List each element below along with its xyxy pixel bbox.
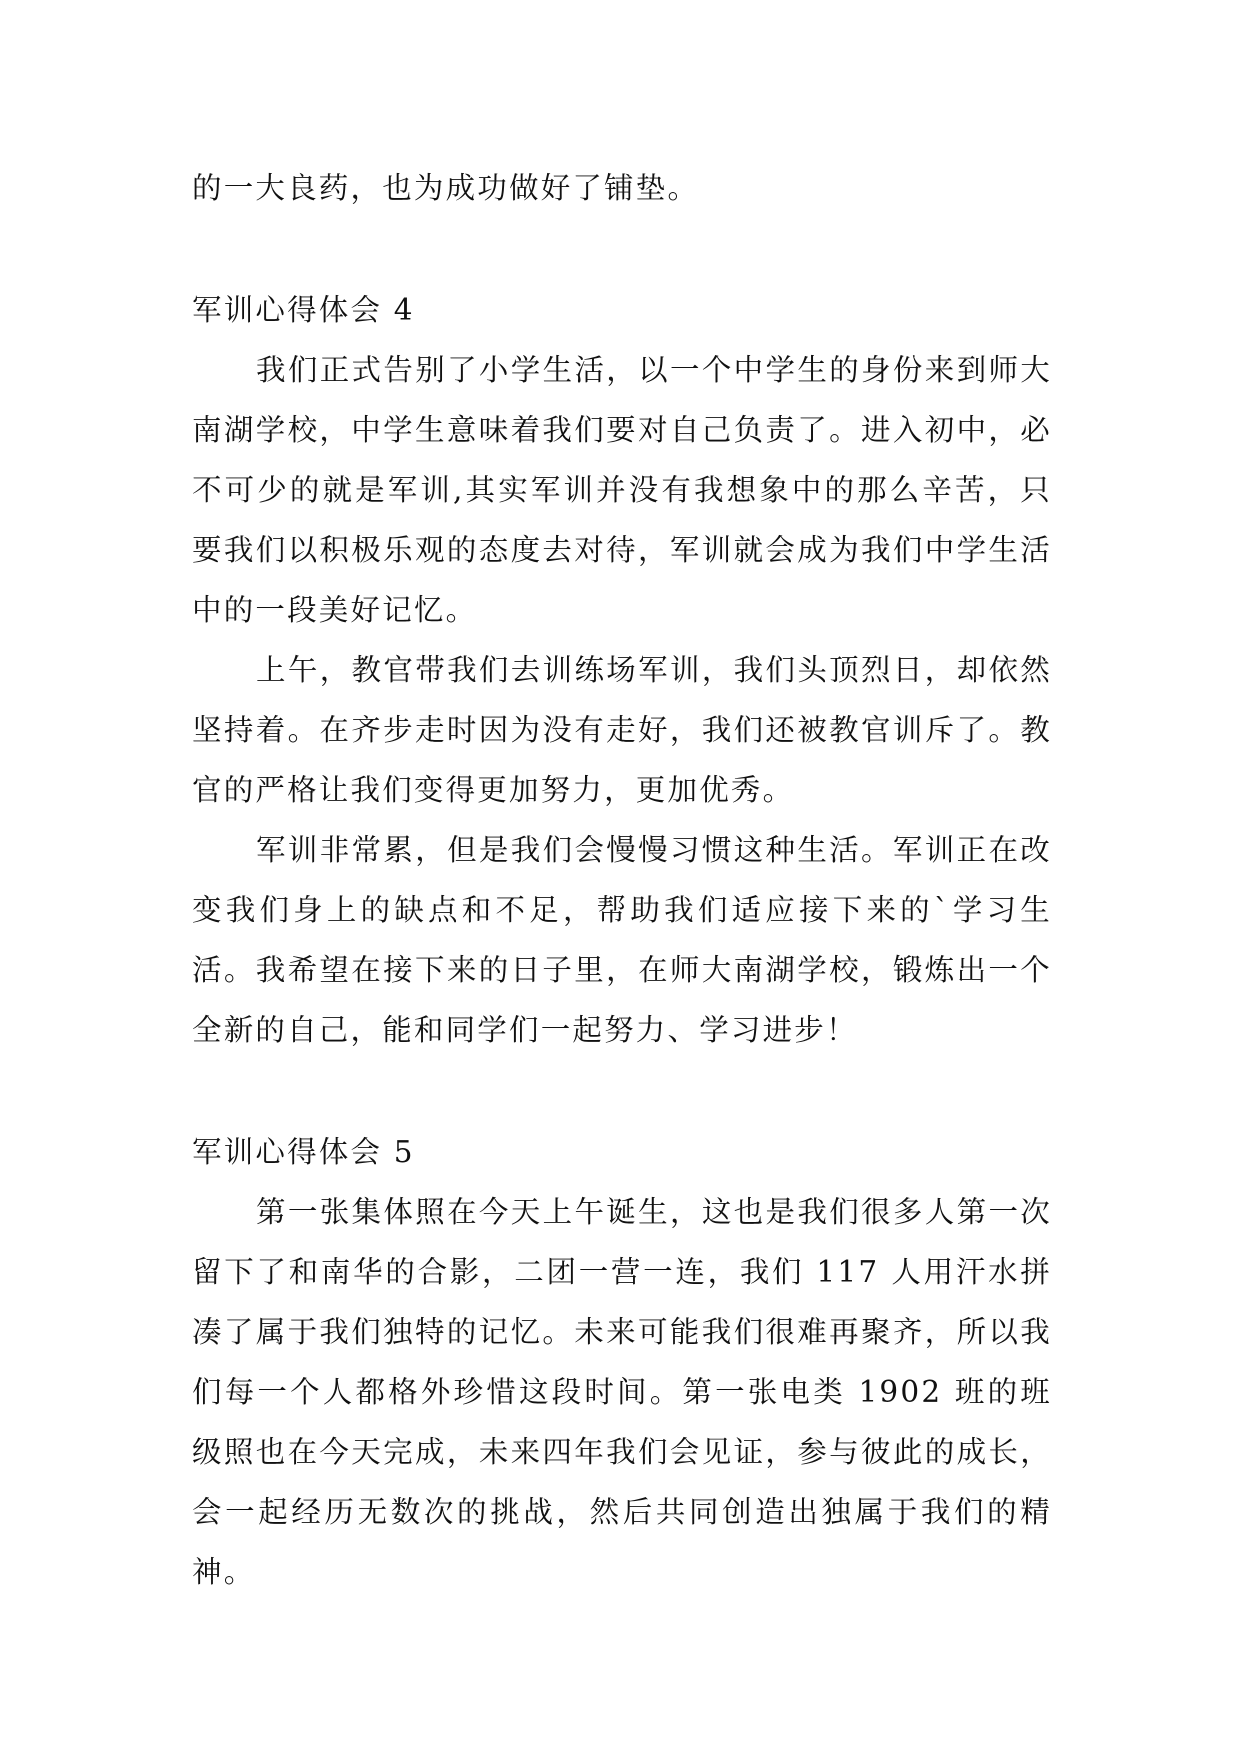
section-5-paragraph-1: 第一张集体照在今天上午诞生，这也是我们很多人第一次留下了和南华的合影，二团一营一连，我们 117 人用汗水拼凑了属于我们独特的记忆。未来可能我们很难再聚齐，所以我们每一个人都格外珍惜这段时间。第一张电类 1902 班的班级照也在今天完成，未来四年我们会见证，参与彼此的成长，会一起经历无数次的挑战，然后共同创造出独属于我们的精神。: [192, 1195, 1052, 1589]
section-gap: [192, 1060, 1052, 1122]
section-4-paragraph-2: 上午，教官带我们去训练场军训，我们头顶烈日，却依然坚持着。在齐步走时因为没有走好，我们还被教官训斥了。教官的严格让我们变得更加努力，更加优秀。: [192, 653, 1052, 807]
document-body: [192, 158, 1052, 1602]
section-4-paragraph-3: 军训非常累，但是我们会慢慢习惯这种生活。军训正在改变我们身上的缺点和不足，帮助我们适应接下来的`学习生活。我希望在接下来的日子里，在师大南湖学校，锻炼出一个全新的自己，能和同学们一起努力、学习进步！: [192, 833, 1052, 1047]
intro-tail-paragraph: 的一大良药，也为成功做好了铺垫。: [192, 171, 700, 205]
section-4-heading: 军训心得体会 4: [192, 293, 415, 327]
section-5-heading: 军训心得体会 5: [192, 1135, 415, 1169]
section-gap: [192, 218, 1052, 280]
section-4-paragraph-1: 我们正式告别了小学生活，以一个中学生的身份来到师大南湖学校，中学生意味着我们要对自己负责了。进入初中，必不可少的就是军训,其实军训并没有我想象中的那么辛苦，只要我们以积极乐观的态度去对待，军训就会成为我们中学生活中的一段美好记忆。: [192, 353, 1052, 627]
